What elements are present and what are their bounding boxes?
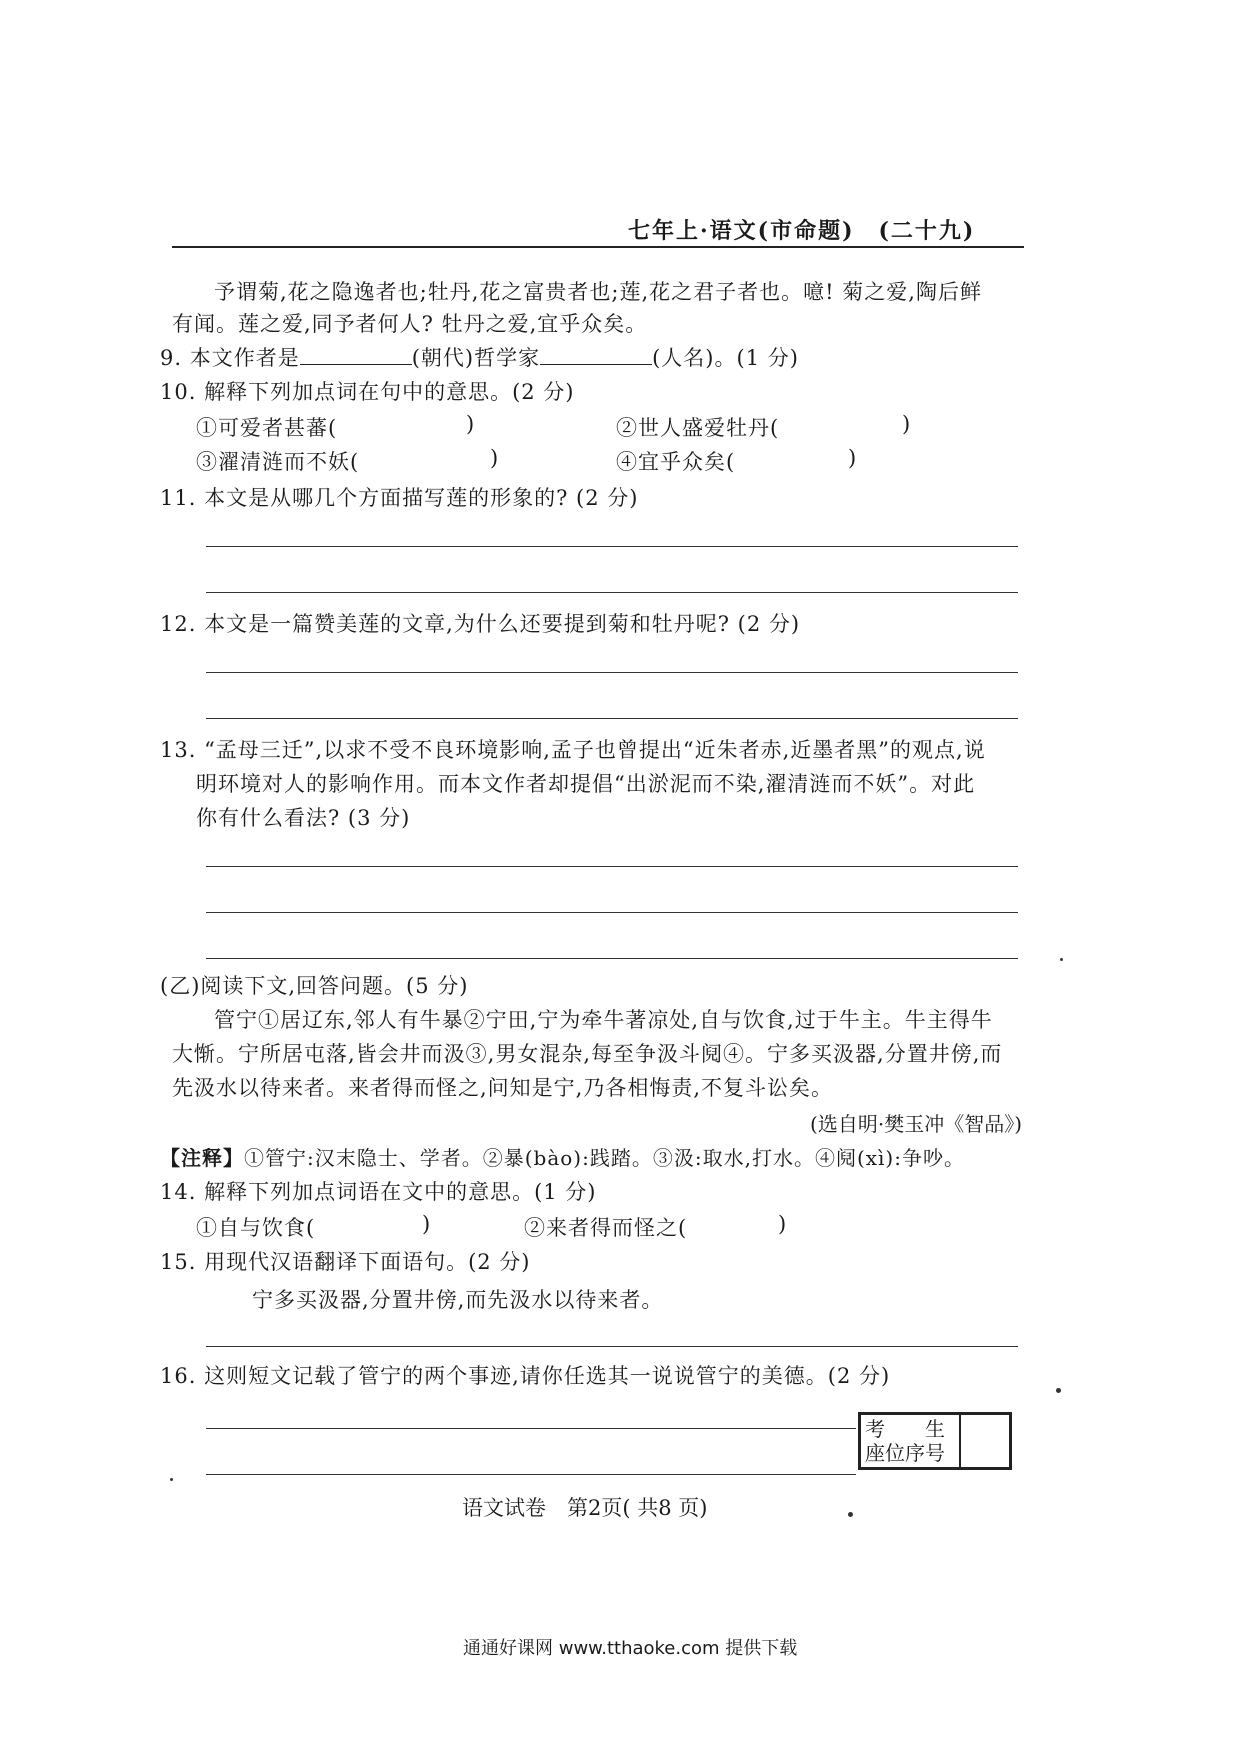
seat-label-line-2: 座位序号 xyxy=(865,1441,945,1465)
passage-b-source: (选自明·樊玉冲《智品》) xyxy=(810,1112,1022,1136)
q10-item-2-close: ) xyxy=(902,412,912,436)
q10-item-3-close: ) xyxy=(490,446,500,470)
question-13-line-3: 你有什么看法? (3 分) xyxy=(196,806,411,830)
question-10-stem: 10. 解释下列加点词在句中的意思。(2 分) xyxy=(160,380,575,404)
question-9 xyxy=(160,342,799,372)
q9-mid: (朝代)哲学家 xyxy=(411,346,541,370)
q13-answer-line-1[interactable] xyxy=(206,866,1018,867)
seat-number-label xyxy=(861,1415,961,1467)
download-note: 通通好课网 www.tthaoke.com 提供下载 xyxy=(463,1638,798,1659)
q12-answer-line-1[interactable] xyxy=(206,672,1018,673)
passage-b-line-1: 管宁①居辽东,邻人有牛暴②宁田,宁为牵牛著凉处,自与饮食,过于牛主。牛主得牛 xyxy=(214,1008,993,1032)
question-14-stem: 14. 解释下列加点词语在文中的意思。(1 分) xyxy=(160,1180,597,1204)
q15-sentence: 宁多买汲器,分置井傍,而先汲水以待来者。 xyxy=(252,1288,664,1312)
q10-item-4: ④宜乎众矣( xyxy=(616,450,736,474)
q9-suffix: (人名)。(1 分) xyxy=(652,346,799,370)
notes-text: ①管宁:汉末隐士、学者。②暴(bào):践踏。③汲:取水,打水。④阋(xì):争吵。 xyxy=(244,1146,965,1170)
notes-label: 【注释】 xyxy=(160,1146,244,1170)
page-footer: 语文试卷 第2页( 共8 页) xyxy=(462,1496,708,1520)
q14-item-1-close: ) xyxy=(422,1212,432,1236)
question-15-stem: 15. 用现代汉语翻译下面语句。(2 分) xyxy=(160,1250,531,1274)
q16-answer-line-1[interactable] xyxy=(206,1428,856,1429)
question-13-line-1: 13. “孟母三迁”,以求不受不良环境影响,孟子也曾提出“近朱者赤,近墨者黑”的观点,说 xyxy=(160,738,986,762)
question-16: 16. 这则短文记载了管宁的两个事迹,请你任选其一说说管宁的美德。(2 分) xyxy=(160,1364,891,1388)
seat-number-box xyxy=(858,1412,1012,1470)
q10-item-4-close: ) xyxy=(848,446,858,470)
q11-answer-line-2[interactable] xyxy=(206,592,1018,593)
q10-item-2: ②世人盛爱牡丹( xyxy=(616,416,780,440)
q11-answer-line-1[interactable] xyxy=(206,546,1018,547)
q14-item-2-close: ) xyxy=(778,1212,788,1236)
q9-name-blank[interactable] xyxy=(540,364,652,365)
scan-speck xyxy=(848,1512,853,1517)
question-11: 11. 本文是从哪几个方面描写莲的形象的? (2 分) xyxy=(160,486,639,510)
question-13-line-2: 明环境对人的影响作用。而本文作者却提倡“出淤泥而不染,濯清涟而不妖”。对此 xyxy=(196,772,976,796)
passage-b-line-3: 先汲水以待来者。来者得而怪之,问知是宁,乃各相悔责,不复斗讼矣。 xyxy=(172,1076,834,1100)
passage-a-line-1: 予谓菊,花之隐逸者也;牡丹,花之富贵者也;莲,花之君子者也。噫! 菊之爱,陶后鲜 xyxy=(214,280,982,304)
passage-b-line-2: 大惭。宁所居屯落,皆会井而汲③,男女混杂,每至争汲斗阋④。宁多买汲器,分置井傍,而 xyxy=(172,1042,1003,1066)
seat-label-line-1: 考 生 xyxy=(865,1417,945,1441)
question-12: 12. 本文是一篇赞美莲的文章,为什么还要提到菊和牡丹呢? (2 分) xyxy=(160,612,801,636)
q9-prefix: 9. 本文作者是 xyxy=(160,346,300,370)
q13-answer-line-3[interactable] xyxy=(206,958,1018,959)
q10-item-1: ①可爱者甚蕃( xyxy=(196,416,338,440)
scan-speck xyxy=(1060,958,1063,961)
q10-item-1-close: ) xyxy=(466,412,476,436)
q13-answer-line-2[interactable] xyxy=(206,912,1018,913)
passage-a-line-2: 有闻。莲之爱,同予者何人? 牡丹之爱,宜乎众矣。 xyxy=(172,312,648,336)
q14-item-2: ②来者得而怪之( xyxy=(524,1216,688,1240)
scan-speck xyxy=(170,1478,173,1481)
q16-answer-line-2[interactable] xyxy=(206,1474,856,1475)
q9-dynasty-blank[interactable] xyxy=(300,364,412,365)
q15-answer-line[interactable] xyxy=(206,1346,1018,1347)
notes xyxy=(160,1142,965,1171)
scan-speck xyxy=(1056,1388,1061,1393)
q12-answer-line-2[interactable] xyxy=(206,718,1018,719)
q10-item-3: ③濯清涟而不妖( xyxy=(196,450,360,474)
section-b-heading: (乙)阅读下文,回答问题。(5 分) xyxy=(160,974,469,998)
paper-header: 七年上·语文(市命题) (二十九) xyxy=(628,218,976,244)
q14-item-1: ①自与饮食( xyxy=(196,1216,316,1240)
header-rule xyxy=(172,246,1024,248)
